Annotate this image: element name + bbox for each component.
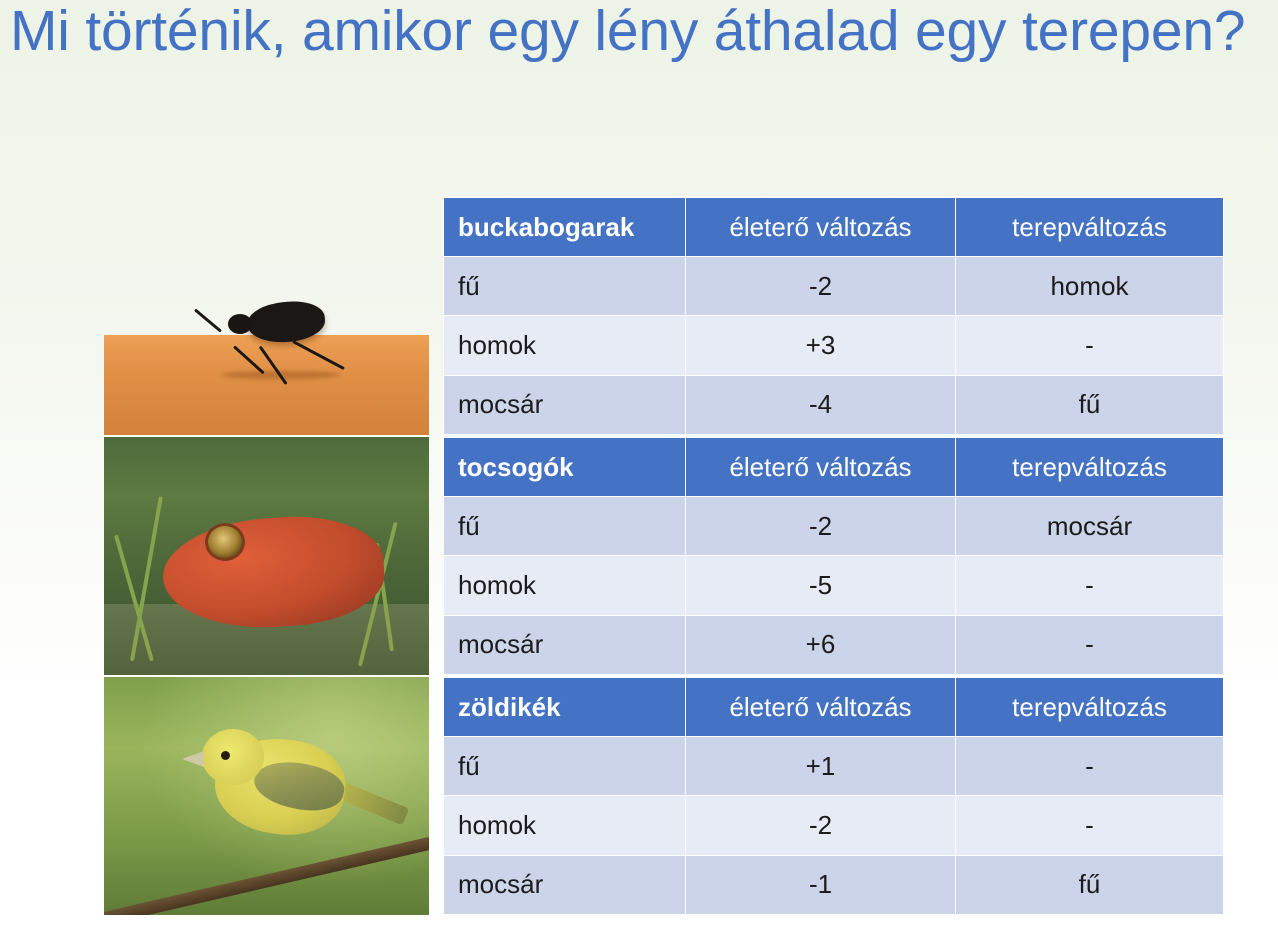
- table-header-terrain-change: terepváltozás: [956, 678, 1224, 737]
- bird-eye: [221, 751, 230, 760]
- creature-block-frogs: [104, 437, 1222, 675]
- stats-table-frogs: [443, 437, 1224, 675]
- cell-terrain-change: fű: [956, 855, 1224, 914]
- cell-terrain: mocsár: [444, 375, 686, 434]
- frog-eye: [205, 523, 245, 561]
- cell-vitality: -2: [686, 796, 956, 855]
- frog-photo: [104, 437, 429, 675]
- table-header-vitality: életerő változás: [686, 438, 956, 497]
- stats-table-beetles: [443, 197, 1224, 435]
- beetle-leg: [194, 309, 222, 333]
- table-header-row: [444, 198, 1224, 257]
- cell-terrain-change: mocsár: [956, 497, 1224, 556]
- cell-terrain: fű: [444, 257, 686, 316]
- table-header-row: [444, 438, 1224, 497]
- table-row: [444, 796, 1224, 855]
- cell-vitality: -2: [686, 257, 956, 316]
- cell-terrain-change: -: [956, 796, 1224, 855]
- table-header-species: tocsogók: [444, 438, 686, 497]
- cell-terrain: mocsár: [444, 855, 686, 914]
- cell-terrain: homok: [444, 316, 686, 375]
- table-row: [444, 257, 1224, 316]
- table-row: [444, 855, 1224, 914]
- cell-terrain-change: -: [956, 737, 1224, 796]
- table-row: [444, 316, 1224, 375]
- table-header-species: buckabogarak: [444, 198, 686, 257]
- table-header-vitality: életerő változás: [686, 198, 956, 257]
- beetle-head: [228, 314, 252, 334]
- cell-terrain-change: -: [956, 556, 1224, 615]
- bird-head: [202, 729, 264, 785]
- bird-photo: [104, 677, 429, 915]
- cell-terrain: homok: [444, 796, 686, 855]
- sand-ground: [104, 335, 429, 435]
- table-header-terrain-change: terepváltozás: [956, 198, 1224, 257]
- beetle-photo: [104, 197, 429, 435]
- cell-terrain-change: -: [956, 316, 1224, 375]
- table-header-vitality: életerő változás: [686, 678, 956, 737]
- page-title: Mi történik, amikor egy lény áthalad egy terepen?: [10, 0, 1246, 63]
- content-area: [104, 197, 1222, 917]
- cell-vitality: -2: [686, 497, 956, 556]
- cell-vitality: +6: [686, 615, 956, 674]
- cell-terrain: mocsár: [444, 615, 686, 674]
- table-row: [444, 556, 1224, 615]
- table-row: [444, 497, 1224, 556]
- cell-terrain: homok: [444, 556, 686, 615]
- cell-terrain-change: homok: [956, 257, 1224, 316]
- bird-beak: [182, 751, 204, 767]
- creature-block-beetles: [104, 197, 1222, 435]
- cell-vitality: -4: [686, 375, 956, 434]
- cell-vitality: -1: [686, 855, 956, 914]
- cell-terrain-change: fű: [956, 375, 1224, 434]
- creature-block-greenfinches: [104, 677, 1222, 915]
- table-header-row: [444, 678, 1224, 737]
- cell-terrain: fű: [444, 737, 686, 796]
- cell-vitality: -5: [686, 556, 956, 615]
- table-row: [444, 615, 1224, 674]
- table-header-terrain-change: terepváltozás: [956, 438, 1224, 497]
- cell-terrain: fű: [444, 497, 686, 556]
- cell-vitality: +3: [686, 316, 956, 375]
- cell-vitality: +1: [686, 737, 956, 796]
- stats-table-greenfinches: [443, 677, 1224, 915]
- table-row: [444, 737, 1224, 796]
- table-header-species: zöldikék: [444, 678, 686, 737]
- cell-terrain-change: -: [956, 615, 1224, 674]
- table-row: [444, 375, 1224, 434]
